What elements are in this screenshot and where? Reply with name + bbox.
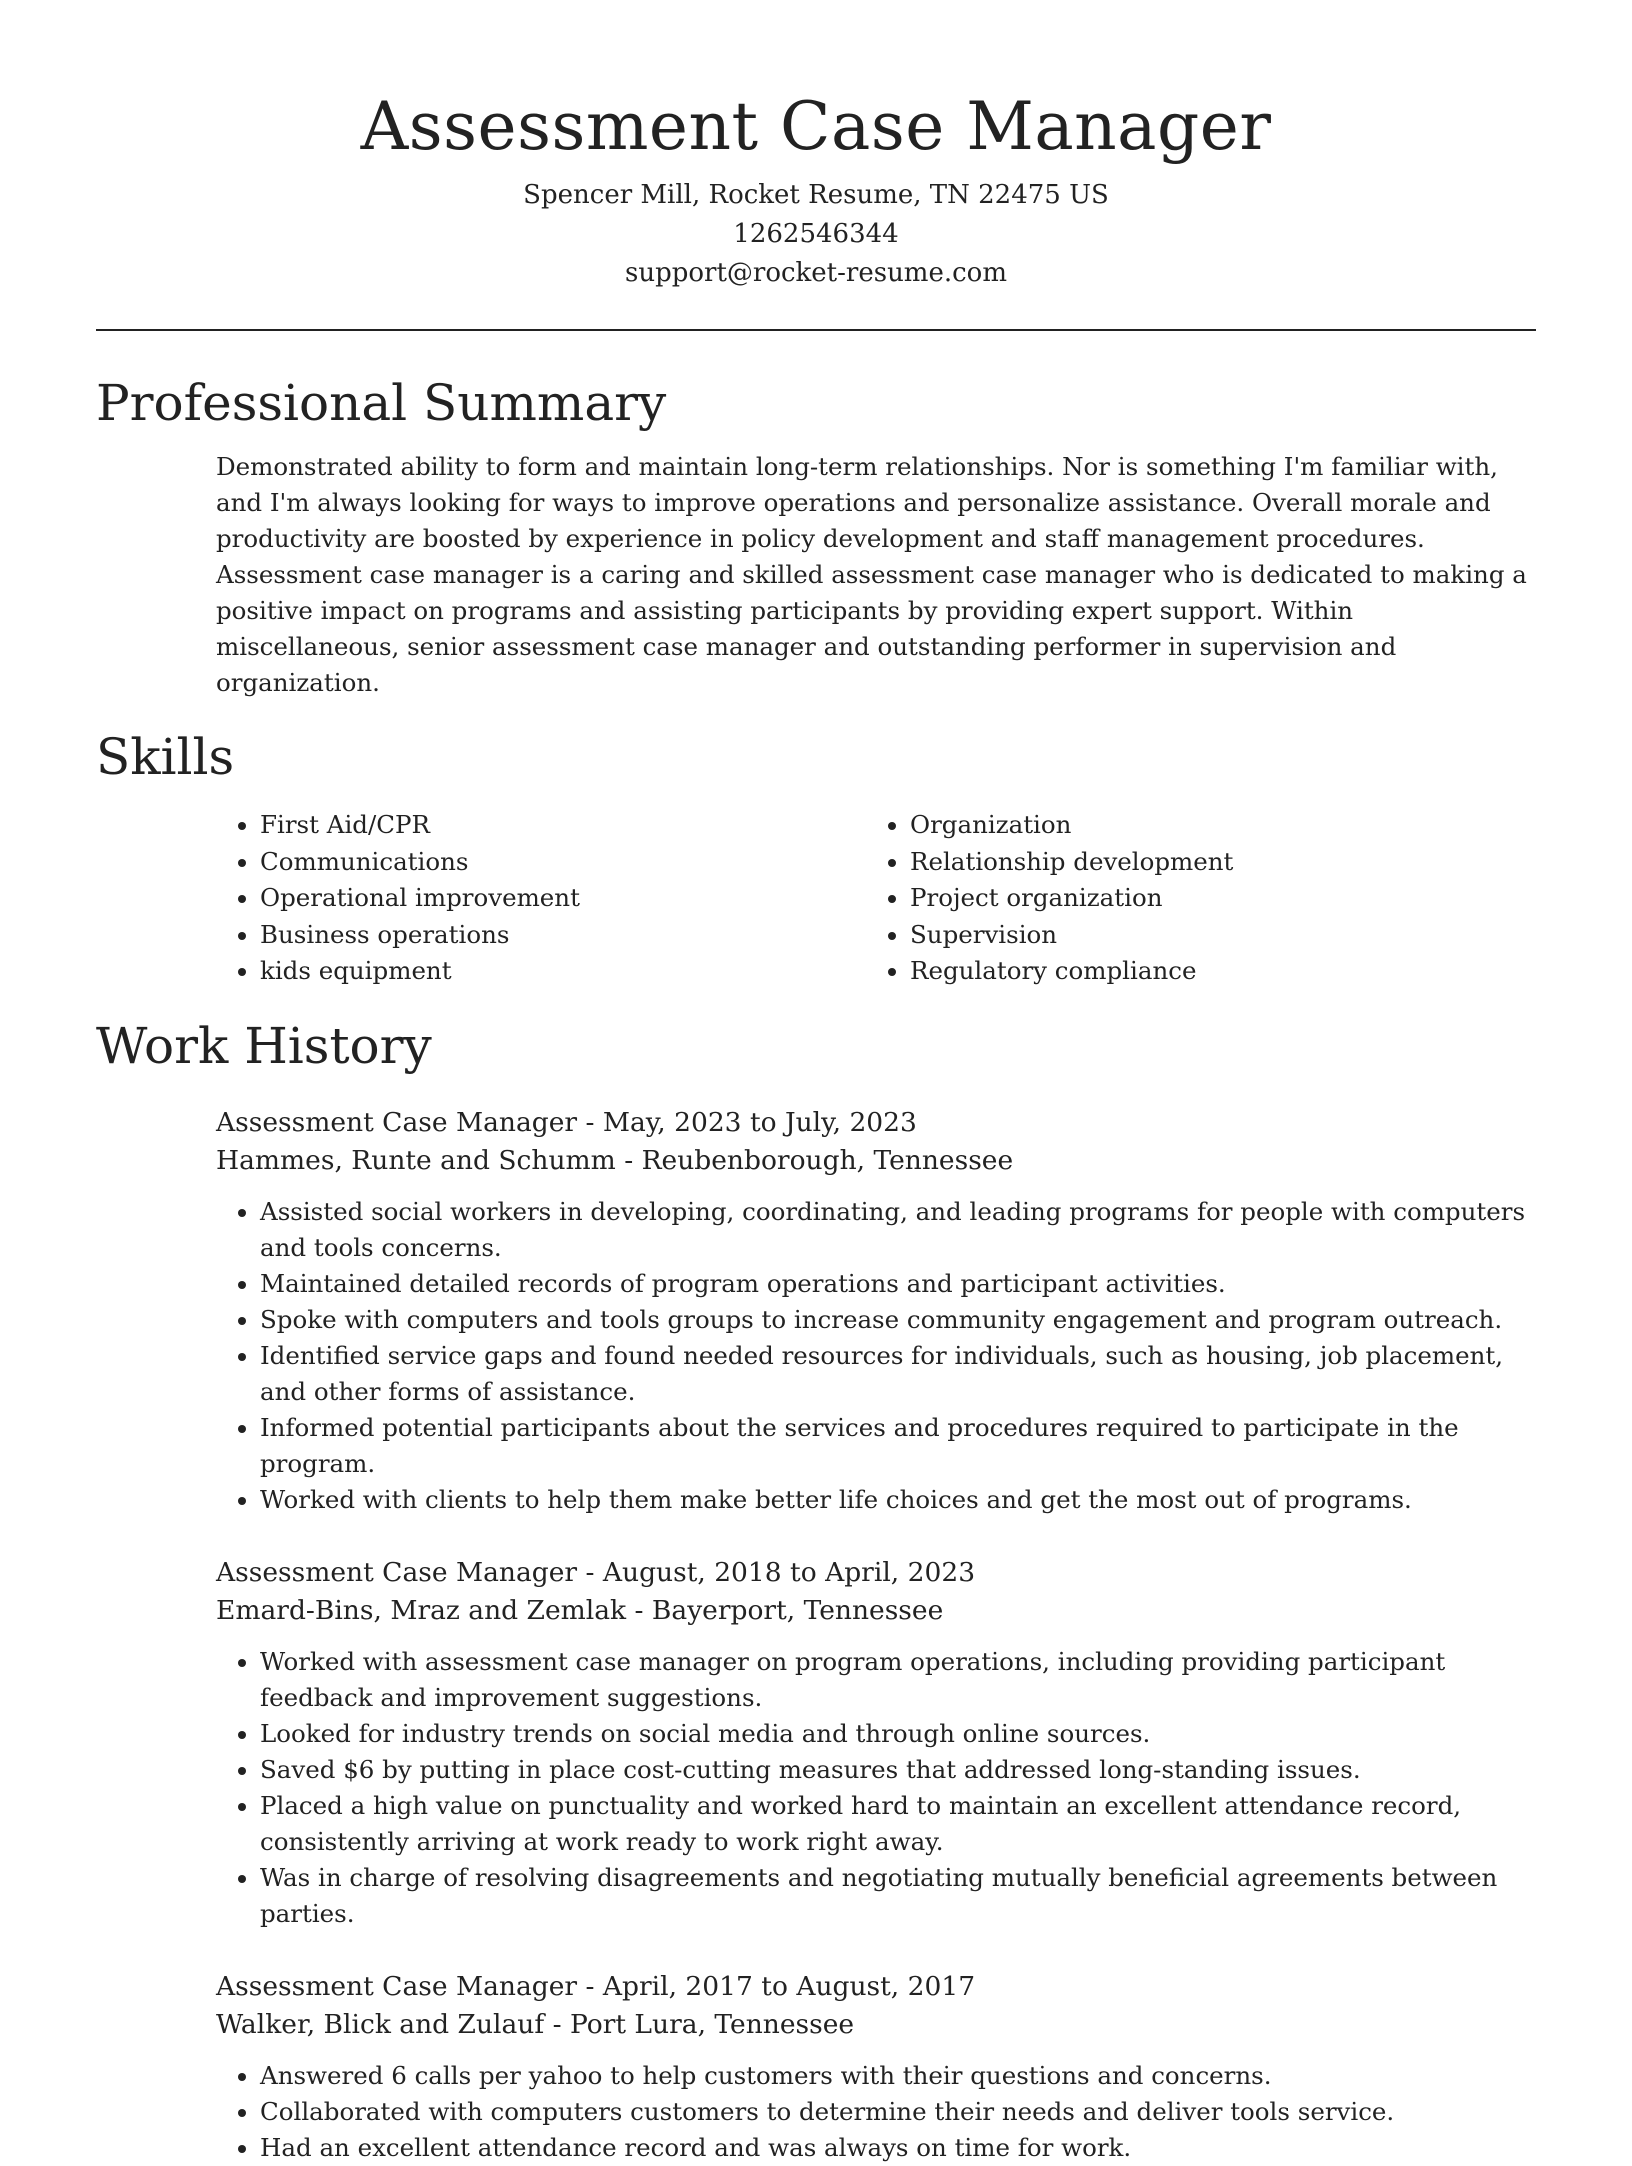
- skill-item: • Relationship development: [910, 844, 1510, 881]
- resume-title: Assessment Case Manager: [360, 88, 1272, 165]
- skill-item: • Supervision: [910, 917, 1510, 954]
- skills-column-right: [866, 807, 1510, 990]
- contact-block: [96, 176, 1536, 293]
- summary-heading: Professional Summary: [96, 374, 667, 432]
- job-duties: [216, 1194, 1548, 1518]
- duty-item: • Assisted social workers in developing, coordinating, and leading programs for people with computers and tools concerns.: [260, 1194, 1548, 1266]
- job-duties: [216, 1644, 1548, 1932]
- resume-page: [96, 0, 1536, 2166]
- job-entry: [216, 1968, 1536, 2166]
- skill-item: • Communications: [260, 844, 866, 881]
- summary-text: Demonstrated ability to form and maintain long-term relationships. Nor is something I'm familiar with, and I'm always looking for ways to improve operations and personalize assistance. Overall morale and productivity are boosted by experience in policy development and staff management procedures. Assessment case manager is a caring and skilled assessment case manager who is dedicated to making a positive impact on programs and assisting participants by providing expert support. Within miscellaneous, senior assessment case manager and outstanding performer in supervision and organization.: [216, 452, 1527, 697]
- job-title-dates: Assessment Case Manager - April, 2017 to August, 2017: [216, 1970, 976, 2002]
- job-company-location: Emard-Bins, Mraz and Zemlak - Bayerport, Tennessee: [216, 1594, 944, 1626]
- duty-item: • Looked for industry trends on social media and through online sources.: [260, 1716, 1548, 1752]
- job-title-dates: Assessment Case Manager - May, 2023 to July, 2023: [216, 1106, 917, 1138]
- duty-item: • Worked with clients to help them make better life choices and get the most out of programs.: [260, 1482, 1548, 1518]
- duty-item: • Answered 6 calls per yahoo to help customers with their questions and concerns.: [260, 2058, 1548, 2094]
- contact-phone: 1262546344: [733, 219, 899, 249]
- duty-item: • Maintained detailed records of program operations and participant activities.: [260, 1266, 1548, 1302]
- duty-item: • Spoke with computers and tools groups to increase community engagement and program outreach.: [260, 1302, 1548, 1338]
- skill-item: • Regulatory compliance: [910, 953, 1510, 990]
- job-company-location: Hammes, Runte and Schumm - Reubenborough, Tennessee: [216, 1144, 1014, 1176]
- contact-address: Spencer Mill, Rocket Resume, TN 22475 US: [523, 180, 1109, 210]
- duty-item: • Placed a high value on punctuality and worked hard to maintain an excellent attendance record, consistently arriving at work ready to work right away.: [260, 1788, 1548, 1860]
- skill-item: • First Aid/CPR: [260, 807, 866, 844]
- job-entry: [216, 1554, 1536, 1932]
- skill-item: • Project organization: [910, 880, 1510, 917]
- job-entry: [216, 1104, 1536, 1518]
- skill-item: • Operational improvement: [260, 880, 866, 917]
- contact-email: support@rocket-resume.com: [624, 258, 1007, 288]
- skill-item: • Organization: [910, 807, 1510, 844]
- duty-item: • Worked with assessment case manager on program operations, including providing participant feedback and improvement suggestions.: [260, 1644, 1548, 1716]
- duty-item: • Had an excellent attendance record and was always on time for work.: [260, 2130, 1548, 2166]
- work-history-heading: Work History: [96, 1016, 432, 1075]
- duty-item: • Informed potential participants about the services and procedures required to participate in the program.: [260, 1410, 1548, 1482]
- duty-item: • Saved $6 by putting in place cost-cutting measures that addressed long-standing issues.: [260, 1752, 1548, 1788]
- duty-item: • Collaborated with computers customers to determine their needs and deliver tools service.: [260, 2094, 1548, 2130]
- skills-list: [216, 807, 1536, 990]
- job-company-location: Walker, Blick and Zulauf - Port Lura, Tennessee: [216, 2008, 855, 2040]
- job-title-dates: Assessment Case Manager - August, 2018 to April, 2023: [216, 1556, 976, 1588]
- skill-item: • Business operations: [260, 917, 866, 954]
- skills-heading: Skills: [96, 728, 235, 786]
- duty-item: • Identified service gaps and found needed resources for individuals, such as housing, job placement, and other forms of assistance.: [260, 1338, 1548, 1410]
- duty-item: • Was in charge of resolving disagreements and negotiating mutually beneficial agreements between parties.: [260, 1860, 1548, 1932]
- skill-item: • kids equipment: [260, 953, 866, 990]
- skills-column-left: [216, 807, 866, 990]
- header-divider: [96, 329, 1536, 331]
